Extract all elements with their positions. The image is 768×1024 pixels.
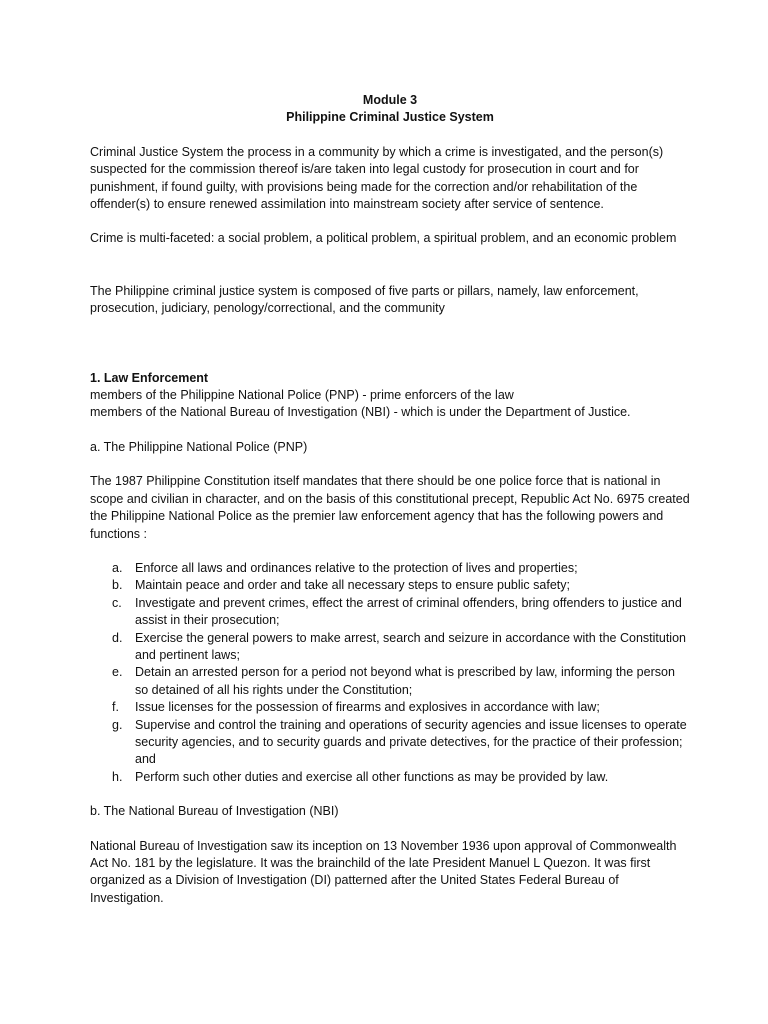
law-enforcement-line-pnp: members of the Philippine National Police (PNP) - prime enforcers of the law [90, 388, 514, 403]
list-item [90, 595, 690, 630]
document-title: Philippine Criminal Justice System [286, 110, 494, 125]
list-marker: c. [112, 595, 122, 610]
document-page [90, 92, 690, 907]
nbi-paragraph: National Bureau of Investigation saw its inception on 13 November 1936 upon approval of Commonwealth Act No. 181 by the legislature. It was the brainchild of the late President Manuel L Quezon. It was first organized as a Division of Investigation (DI) patterned after the United States Federal Bureau of Investigation. [90, 838, 677, 905]
module-label: Module 3 [362, 93, 418, 107]
list-item-text: Supervise and control the training and operations of security agencies and issue licenses to operate security agencies, and to security guards and private detectives, for the practice of their profession; and [135, 717, 687, 767]
list-item [90, 769, 690, 786]
list-item-text: Perform such other duties and exercise all other functions as may be provided by law. [135, 769, 609, 784]
list-item-text: Enforce all laws and ordinances relative to the protection of lives and properties; [135, 560, 578, 575]
pnp-paragraph: The 1987 Philippine Constitution itself mandates that there should be one police force that is national in scope and civilian in character, and on the basis of this constitutional precept, Republic Act No. 6975 created the Philippine National Police as the premier law enforcement agency that has the following powers and functions : [90, 474, 690, 541]
list-marker: g. [112, 717, 123, 732]
list-item [90, 717, 690, 769]
list-marker: d. [112, 630, 123, 645]
list-marker: b. [112, 578, 123, 593]
pnp-heading: a. The Philippine National Police (PNP) [90, 439, 308, 454]
pillars-paragraph: The Philippine criminal justice system is composed of five parts or pillars, namely, law enforcement, prosecution, judiciary, penology/correctional, and the community [90, 283, 639, 316]
list-marker: f. [112, 700, 119, 715]
list-item [90, 577, 690, 594]
list-item [90, 630, 690, 665]
law-enforcement-line-nbi: members of the National Bureau of Investigation (NBI) - which is under the Department of Justice. [90, 405, 631, 420]
list-item [90, 664, 690, 699]
list-item-text: Maintain peace and order and take all necessary steps to ensure public safety; [135, 578, 570, 593]
law-enforcement-heading: 1. Law Enforcement [90, 370, 209, 385]
nbi-heading: b. The National Bureau of Investigation (NBI) [90, 804, 339, 819]
list-item-text: Investigate and prevent crimes, effect the arrest of criminal offenders, bring offenders to justice and assist in their prosecution; [135, 595, 682, 628]
crime-nature-paragraph: Crime is multi-faceted: a social problem, a political problem, a spiritual problem, and an economic problem [90, 231, 677, 246]
powers-list [90, 560, 690, 786]
list-marker: e. [112, 665, 123, 680]
list-marker: a. [112, 560, 123, 575]
list-item-text: Issue licenses for the possession of firearms and explosives in accordance with law; [135, 700, 600, 715]
list-item [90, 699, 690, 716]
list-item [90, 560, 690, 577]
list-item-text: Detain an arrested person for a period not beyond what is prescribed by law, informing the person so detained of all his rights under the Constitution; [135, 665, 675, 697]
list-item-text: Exercise the general powers to make arrest, search and seizure in accordance with the Constitution and pertinent laws; [135, 630, 686, 662]
definition-paragraph: Criminal Justice System the process in a community by which a crime is investigated, and the person(s) suspected for the commission thereof is/are taken into legal custody for prosecution in court and for punishment, if found guilty, with provisions being made for the correction and/or rehabilitation of the offender(s) to ensure renewed assimilation into mainstream society after service of sentence. [90, 144, 664, 212]
list-marker: h. [112, 769, 123, 784]
